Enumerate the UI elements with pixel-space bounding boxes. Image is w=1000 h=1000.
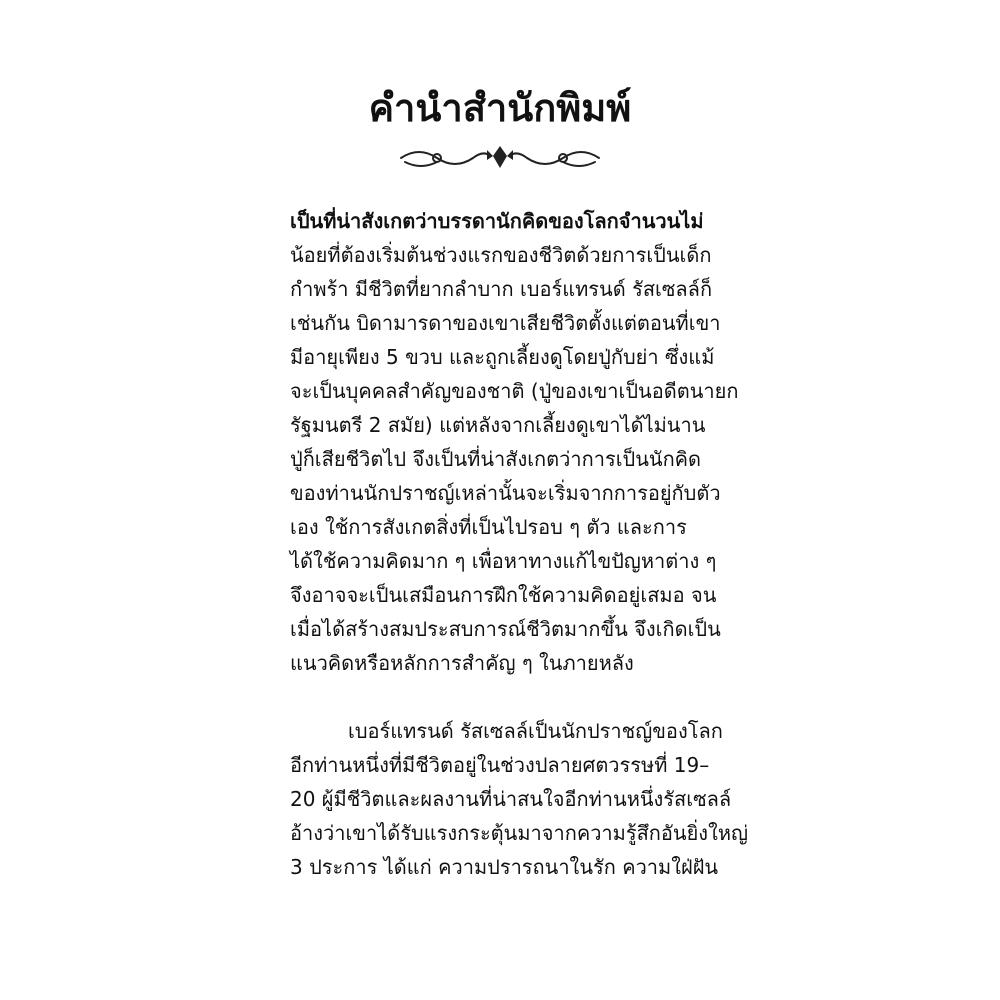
text-line: อีกท่านหนึ่งที่มีชีวิตอยู่ในช่วงปลายศตวรรษที่ 19– [290,753,710,777]
text-line: อ้างว่าเขาได้รับแรงกระตุ้นมาจากความรู้สึกอันยิ่งใหญ่ [290,821,749,845]
text-line: แนวคิดหรือหลักการสำคัญ ๆ ในภายหลัง [290,651,634,675]
text-line: กำพร้า มีชีวิตที่ยากลำบาก เบอร์แทรนด์ รัสเซลล์ก็ [290,277,713,301]
text-line: 20 ผู้มีชีวิตและผลงานที่น่าสนใจอีกท่านหนึ่งรัสเซลล์ [290,787,732,811]
text-line: เมื่อได้สร้างสมประสบการณ์ชีวิตมากขึ้น จึงเกิดเป็น [290,617,721,641]
page-title: คำนำสำนักพิมพ์ [368,86,632,130]
decorative-scroll-divider-icon [395,140,605,176]
text-line: จึงอาจจะเป็นเสมือนการฝึกใช้ความคิดอยู่เสมอ จน [290,583,717,607]
text-line: ของท่านนักปราชญ์เหล่านั้นจะเริ่มจากการอยู่กับตัว [290,481,721,505]
text-line: มีอายุเพียง 5 ขวบ และถูกเลี้ยงดูโดยปู่กับย่า ซึ่งแม้ [290,345,715,369]
text-line: 3 ประการ ได้แก่ ความปรารถนาในรัก ความใฝ่ฝัน [290,855,719,879]
text-line: เบอร์แทรนด์ รัสเซลล์เป็นนักปราชญ์ของโลก [348,719,723,743]
text-line: ได้ใช้ความคิดมาก ๆ เพื่อหาทางแก้ไขปัญหาต่าง ๆ [290,549,717,573]
text-line: รัฐมนตรี 2 สมัย) แต่หลังจากเลี้ยงดูเขาได้ไม่นาน [290,413,706,437]
text-line: น้อยที่ต้องเริ่มต้นช่วงแรกของชีวิตด้วยการเป็นเด็ก [290,243,712,267]
text-line: เอง ใช้การสังเกตสิ่งที่เป็นไปรอบ ๆ ตัว และการ [290,515,687,539]
text-line: จะเป็นบุคคลสำคัญของชาติ (ปู่ของเขาเป็นอดีตนายก [290,379,739,403]
text-line: เช่นกัน บิดามารดาของเขาเสียชีวิตตั้งแต่ตอนที่เขา [290,311,721,335]
text-line: ปู่ก็เสียชีวิตไป จึงเป็นที่น่าสังเกตว่าการเป็นนักคิด [290,447,702,471]
text-line: เป็นที่น่าสังเกตว่าบรรดานักคิดของโลกจำนวนไม่ [290,209,704,233]
